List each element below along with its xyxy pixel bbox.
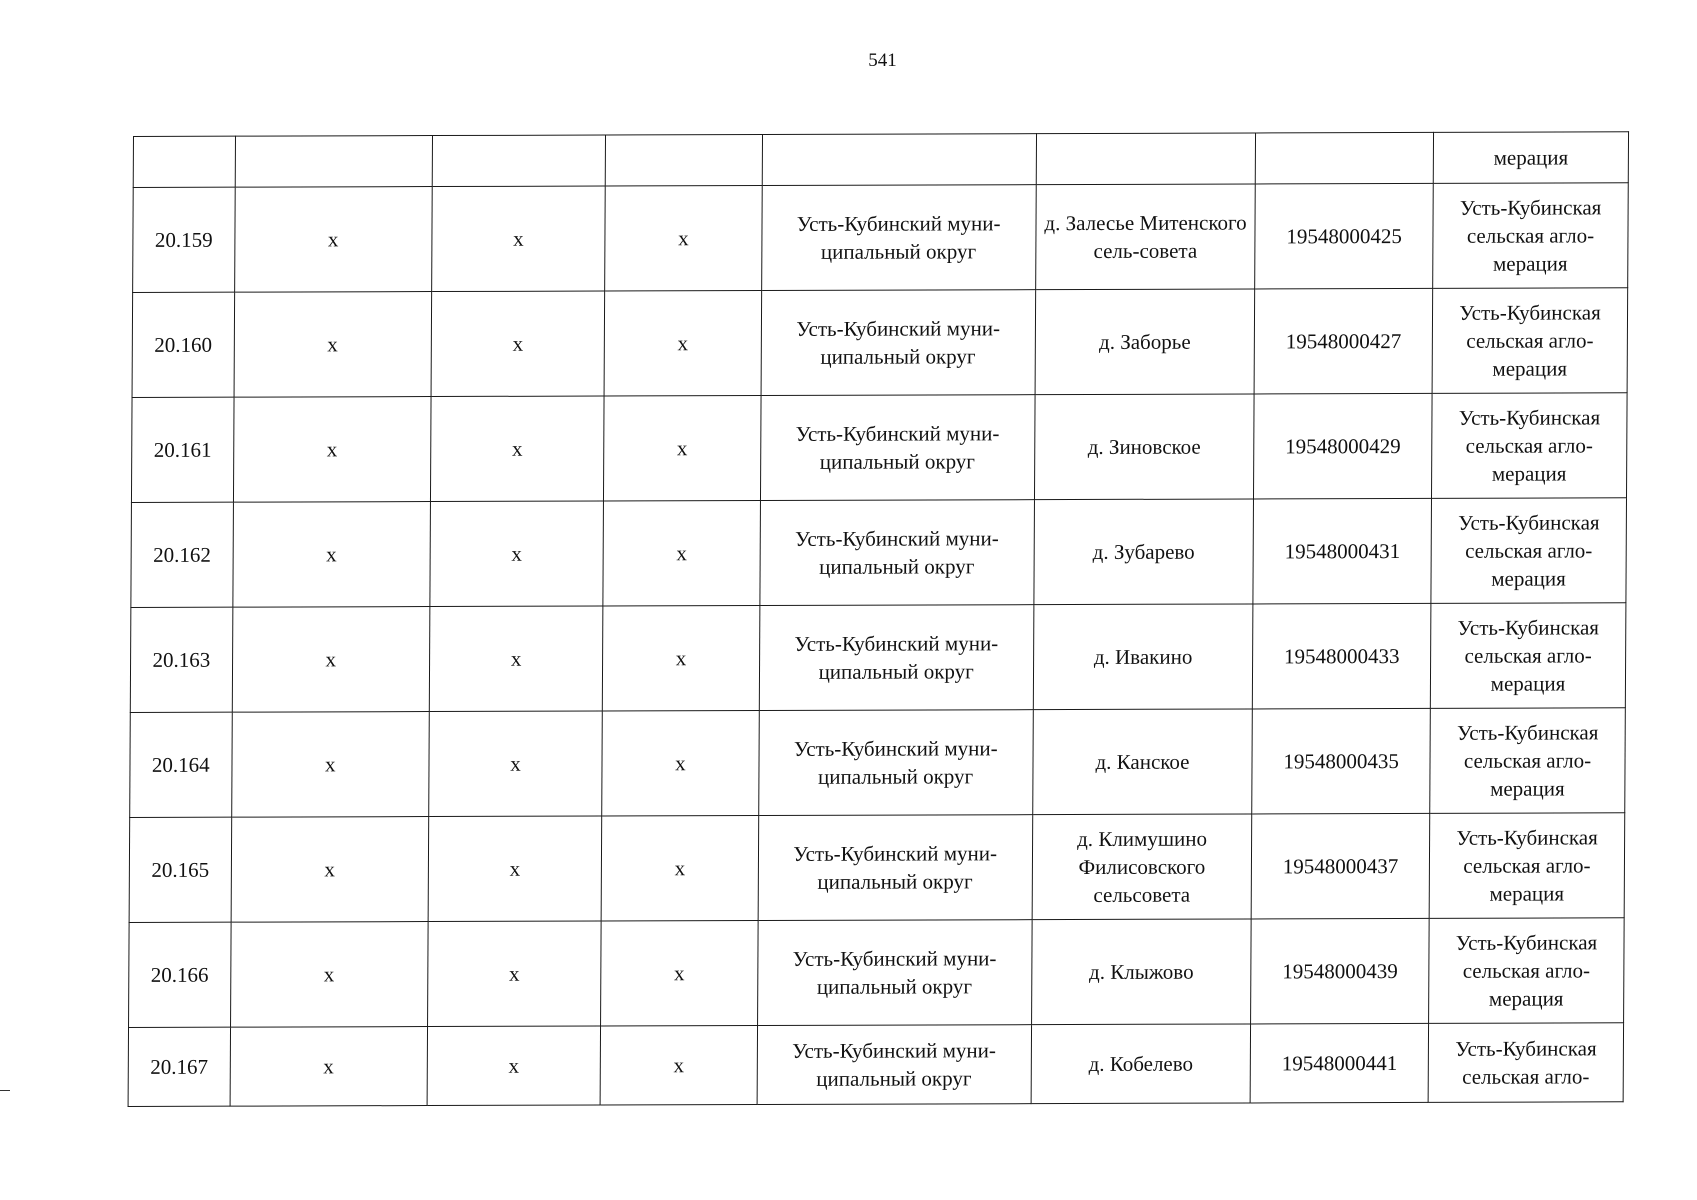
oktmo-code-cell: 19548000433 [1253,603,1431,709]
x-mark-cell: x [427,1026,601,1106]
settlement-cell: д. Кобелево [1031,1024,1251,1104]
x-mark-cell: x [601,921,758,1026]
table-cell [605,135,762,186]
table-cell [432,135,606,187]
row-number-cell: 20.161 [131,397,233,502]
x-mark-cell: x [231,712,429,818]
district-cell: Усть-Кубинский муни-ципальный округ [761,185,1036,291]
agglomeration-cell: Усть-Кубинская сельская агло-мерация [1433,183,1629,289]
row-number-cell: 20.167 [128,1027,230,1106]
agglomeration-cell: Усть-Кубинская сельская агло-мерация [1432,393,1628,499]
agglomeration-cell: Усть-Кубинская сельская агло-мерация [1430,603,1626,709]
oktmo-code-cell: 19548000425 [1255,183,1433,289]
agglomeration-cell: Усть-Кубинская сельская агло-мерация [1429,813,1625,919]
x-mark-cell: x [429,606,603,712]
settlement-cell: д. Зубарево [1034,499,1254,605]
table-cell [762,134,1036,186]
table-row [131,498,1627,608]
row-number-cell: 20.159 [133,187,235,292]
table-row [131,393,1627,503]
x-mark-cell: x [233,502,431,608]
row-number-cell: 20.162 [131,502,233,607]
x-mark-cell: x [230,1027,427,1107]
district-cell: Усть-Кубинский муни-ципальный округ [757,920,1032,1026]
table-cell [1256,132,1434,184]
table-cell [235,136,432,188]
agglomeration-continuation-cell: мерация [1433,132,1628,184]
x-mark-cell: x [232,607,430,713]
document-table-wrapper [128,131,1629,1107]
oktmo-code-cell: 19548000429 [1254,393,1432,499]
agglomeration-cell: Усть-Кубинская сельская агло-мерация [1431,498,1627,604]
table-row [129,918,1625,1028]
x-mark-cell: x [234,292,432,398]
settlements-table [128,131,1629,1107]
row-number-cell: 20.160 [132,292,234,397]
x-mark-cell: x [233,397,431,503]
table-cell [1036,133,1256,185]
row-number-cell: 20.164 [130,712,232,817]
agglomeration-cell: Усть-Кубинская сельская агло- [1428,1023,1623,1103]
oktmo-code-cell: 19548000439 [1251,918,1429,1024]
x-mark-cell: x [427,921,601,1027]
x-mark-cell: x [604,396,761,501]
x-mark-cell: x [603,501,760,606]
x-mark-cell: x [600,1026,757,1105]
x-mark-cell: x [428,711,602,817]
x-mark-cell: x [231,817,429,923]
settlement-cell: д. Канское [1032,709,1252,815]
x-mark-cell: x [603,606,760,711]
table-cell [133,136,235,187]
continuation-row [133,132,1628,188]
agglomeration-cell: Усть-Кубинская сельская агло-мерация [1432,288,1628,394]
district-cell: Усть-Кубинский муни-ципальный округ [759,605,1034,711]
district-cell: Усть-Кубинский муни-ципальный округ [758,710,1033,816]
x-mark-cell: x [430,396,604,502]
settlement-cell: д. Заборье [1035,289,1255,395]
agglomeration-cell: Усть-Кубинская сельская агло-мерация [1430,708,1626,814]
row-number-cell: 20.163 [130,607,232,712]
row-number-cell: 20.166 [129,922,231,1027]
x-mark-cell: x [601,816,758,921]
district-cell: Усть-Кубинский муни-ципальный округ [760,395,1035,501]
settlement-cell: д. Клыжово [1031,919,1251,1025]
district-cell: Усть-Кубинский муни-ципальный округ [757,1025,1032,1105]
oktmo-code-cell: 19548000441 [1250,1023,1428,1103]
oktmo-code-cell: 19548000427 [1254,288,1432,394]
x-mark-cell: x [234,187,432,293]
x-mark-cell: x [428,816,602,922]
table-row [133,183,1629,293]
row-number-cell: 20.165 [129,817,231,922]
agglomeration-cell: Усть-Кубинская сельская агло-мерация [1429,918,1625,1024]
x-mark-cell: x [602,711,759,816]
settlement-cell: д. Ивакино [1033,604,1253,710]
x-mark-cell: x [431,186,605,292]
oktmo-code-cell: 19548000437 [1251,813,1429,919]
x-mark-cell: x [430,501,604,607]
table-row [130,603,1626,713]
table-row [132,288,1628,398]
settlement-cell: д. Зиновское [1034,394,1254,500]
table-row [129,813,1625,923]
settlement-cell: д. Залесье Митенского сель-совета [1035,184,1255,290]
district-cell: Усть-Кубинский муни-ципальный округ [761,290,1036,396]
x-mark-cell: x [230,922,428,1028]
table-row [130,708,1626,818]
x-mark-cell: x [431,291,605,397]
district-cell: Усть-Кубинский муни-ципальный округ [758,815,1033,921]
x-mark-cell: x [605,186,762,291]
x-mark-cell: x [604,291,761,396]
settlement-cell: д. Климушино Филисовского сельсовета [1032,814,1252,920]
oktmo-code-cell: 19548000431 [1253,498,1431,604]
margin-mark [0,1090,10,1091]
oktmo-code-cell: 19548000435 [1252,708,1430,814]
table-row [128,1023,1623,1107]
district-cell: Усть-Кубинский муни-ципальный округ [759,500,1034,606]
page-number: 541 [868,50,897,71]
